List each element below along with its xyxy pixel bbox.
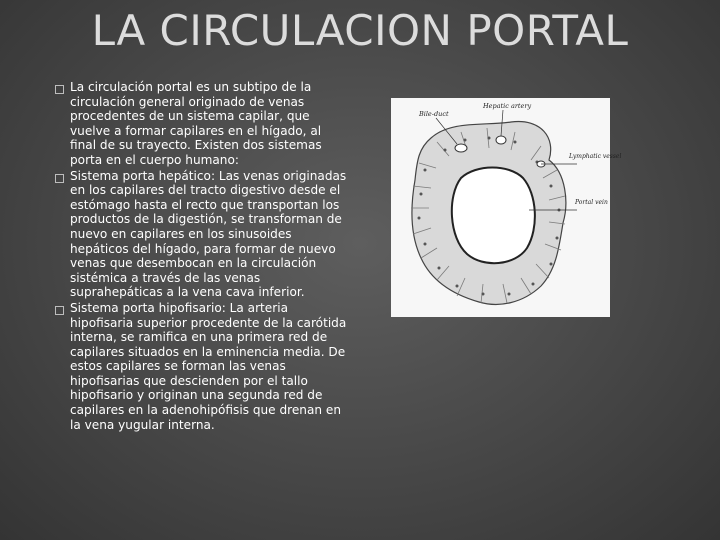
portal-vein-lumen: [452, 168, 535, 264]
label-portal-vein: Portal vein: [575, 199, 608, 206]
portal-vein-histology-figure: [391, 98, 622, 317]
label-lymphatic-vessel: Lymphatic vessel: [569, 153, 622, 160]
bullet-box-icon: [55, 85, 64, 94]
bullet-item: [48, 80, 348, 168]
bullet-item: [48, 301, 348, 432]
bile-duct-shape: [455, 144, 467, 152]
bullet-item: [48, 169, 348, 300]
bullet-list: [48, 80, 348, 433]
label-hepatic-artery: Hepatic artery: [483, 102, 532, 110]
bullet-box-icon: [55, 306, 64, 315]
label-bile-duct: Bile-duct: [419, 110, 449, 118]
bullet-text: Sistema porta hipofisario: La arteria hipofisaria superior procedente de la carótida interna, se ramifica en una primera red de capilares situados en la eminencia media. De estos capilares se forman las venas hipofisarias que descienden por el tallo hipofisario y originan una segunda red de capilares en la adenohipófisis que drenan en la vena yugular interna.: [70, 300, 347, 432]
bullet-text: Sistema porta hepático: Las venas originadas en los capilares del tracto digestivo desde el estómago hasta el recto que transportan los productos de la digestión, se transforman de nuevo en capilares en los sinusoides hepáticos del hígado, para formar de nuevo venas que desembocan en la circulación sistémica a través de las venas suprahepáticas a la vena cava inferior.: [70, 168, 347, 300]
bullet-text: La circulación portal es un subtipo de la circulación general originado de venas procedentes de un sistema capilar, que vuelve a formar capilares en el hígado, al final de su trayecto. Existen dos sistemas porta en el cuerpo humano:: [70, 80, 322, 167]
bullet-box-icon: [55, 174, 64, 183]
slide-title: LA CIRCULACION PORTAL: [91, 6, 629, 55]
hepatic-artery-shape: [496, 136, 506, 144]
